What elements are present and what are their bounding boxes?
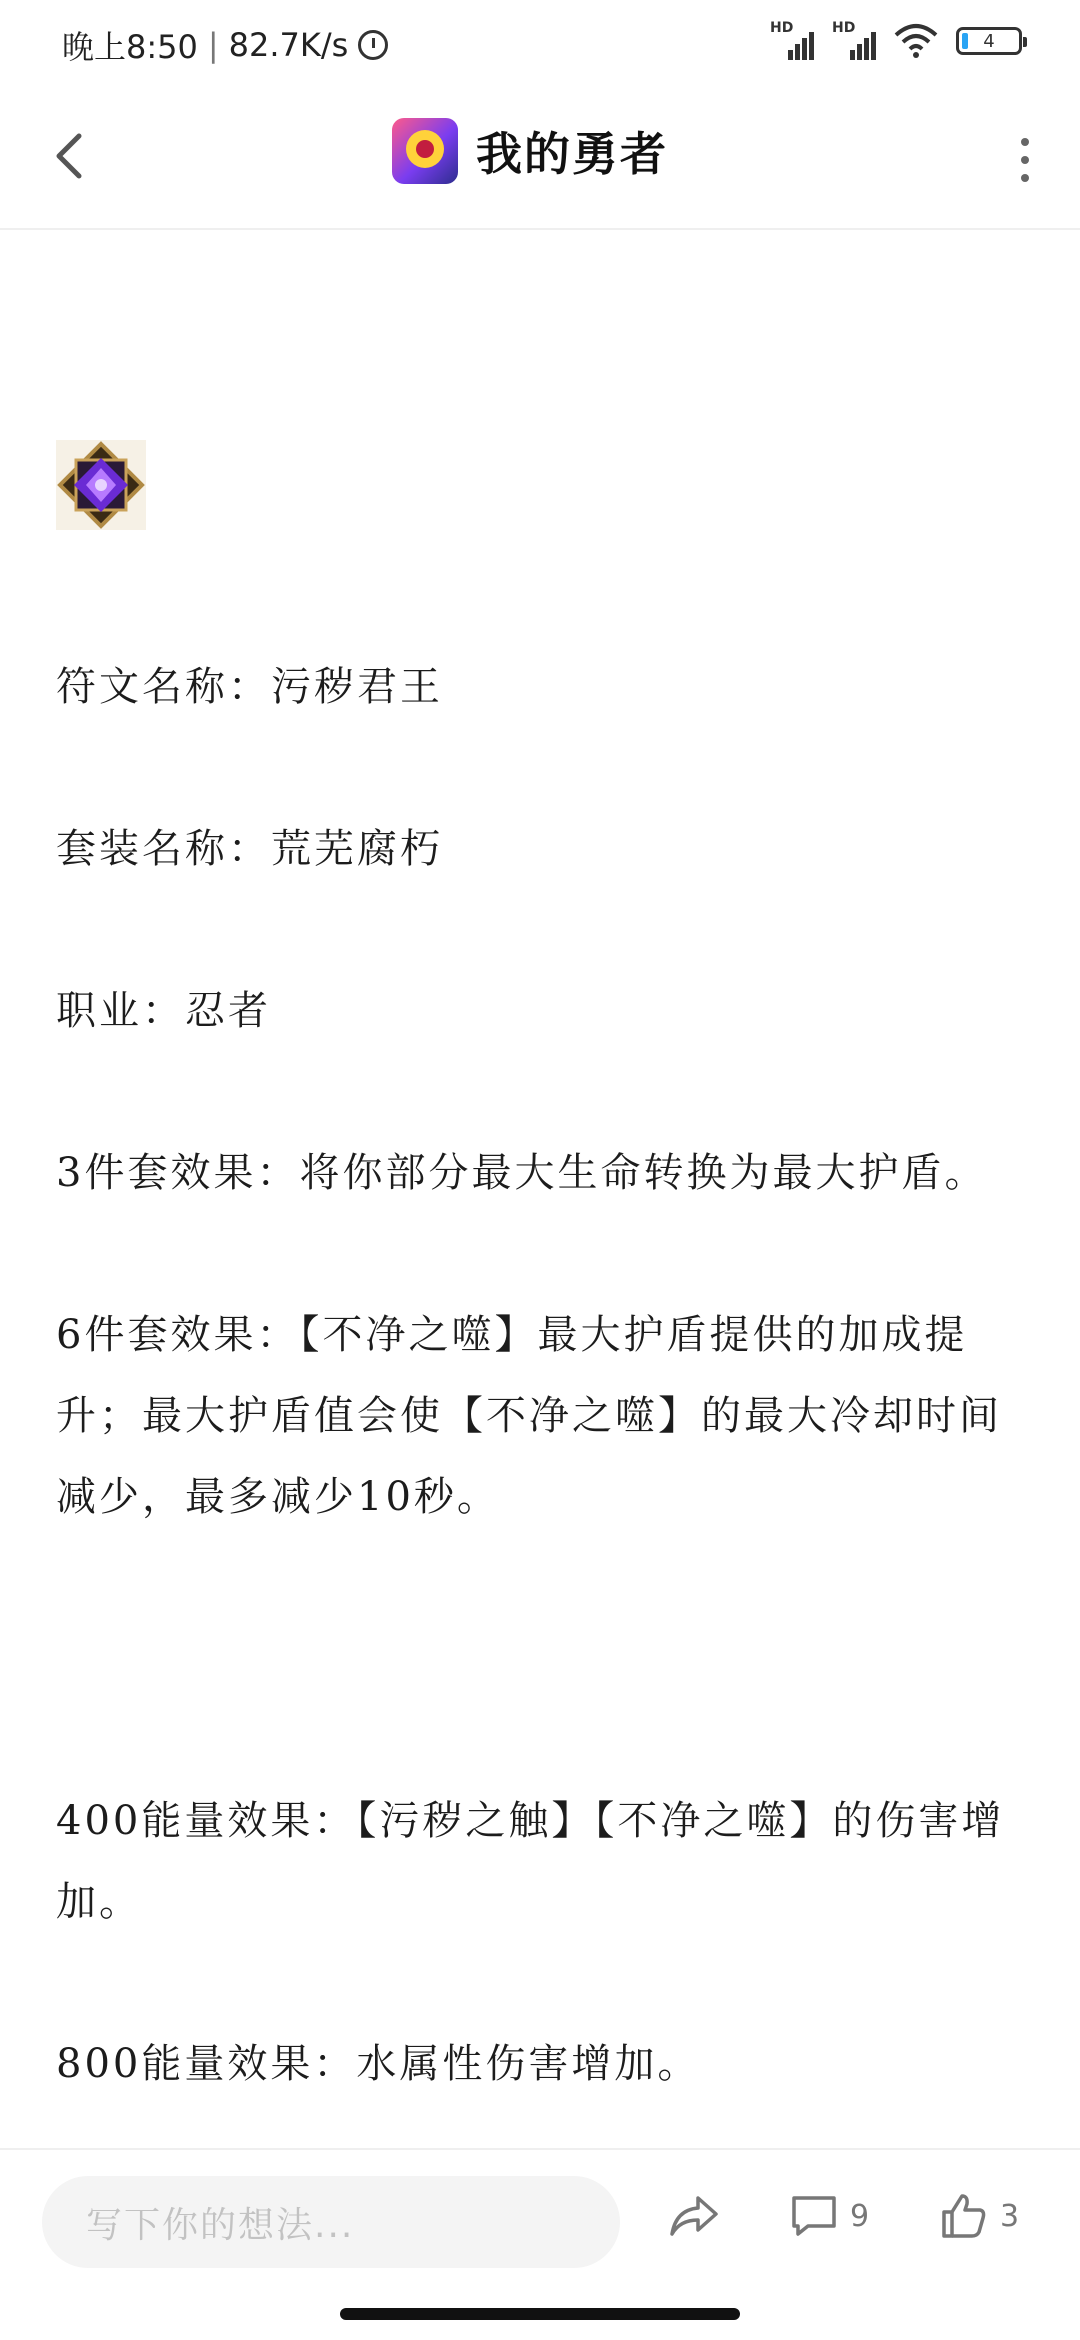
rune-name-text: 符文名称：污秽君王: [56, 664, 443, 710]
comment-count: 9: [850, 2198, 870, 2234]
six-piece-effect-text: 6件套效果：【不净之噬】最大护盾提供的加成提升；最大护盾值会使【不净之噬】的最大冷却时间减少，最多减少10秒。: [56, 1312, 1002, 1520]
energy-400-effect-text: 400能量效果：【污秽之触】【不净之噬】的伤害增加。: [56, 1798, 1005, 1925]
set-name-text: 套装名称：荒芜腐朽: [56, 826, 443, 872]
app-header: [0, 90, 1080, 230]
back-button[interactable]: [38, 126, 98, 186]
network-speed: 82.7K/s: [228, 26, 349, 64]
app-logo-icon: [392, 118, 458, 184]
battery-level: 4: [983, 30, 995, 52]
purple-rune-icon: [56, 440, 146, 530]
comment-button[interactable]: [790, 2192, 869, 2240]
signal-icon: [832, 20, 876, 62]
like-count: 3: [1000, 2198, 1020, 2234]
status-time: 晚上8:50: [62, 28, 198, 66]
alarm-icon: [358, 30, 388, 60]
status-bar: [0, 0, 1080, 90]
article-content: [0, 230, 1080, 2148]
comment-icon: [790, 2192, 838, 2240]
thumbs-up-icon: [940, 2192, 988, 2240]
header-title-group[interactable]: [392, 118, 668, 184]
more-options-button[interactable]: [1000, 130, 1050, 190]
signal-hd-label: HD: [770, 20, 794, 36]
like-button[interactable]: [940, 2192, 1019, 2240]
energy-800-effect-text: 800能量效果：水属性伤害增加。: [56, 2041, 701, 2087]
home-indicator[interactable]: [340, 2308, 740, 2320]
status-right: [770, 20, 1022, 62]
battery-icon: [956, 27, 1022, 55]
bottom-action-bar: [0, 2148, 1080, 2300]
wifi-icon: [894, 21, 938, 61]
page-title: 我的勇者: [476, 127, 668, 181]
status-separator: |: [207, 26, 219, 64]
chevron-left-icon: [53, 132, 83, 180]
signal-hd-label: HD: [832, 20, 856, 36]
three-piece-effect-text: 3件套效果：将你部分最大生命转换为最大护盾。: [56, 1150, 988, 1196]
comment-placeholder: 写下你的想法...: [86, 2204, 355, 2246]
share-icon: [668, 2192, 720, 2240]
share-button[interactable]: [668, 2192, 720, 2240]
more-vertical-icon: [1021, 138, 1029, 146]
status-left: [62, 22, 388, 68]
comment-input[interactable]: [42, 2176, 620, 2268]
signal-icon: [770, 20, 814, 62]
class-text: 职业：忍者: [56, 988, 271, 1034]
